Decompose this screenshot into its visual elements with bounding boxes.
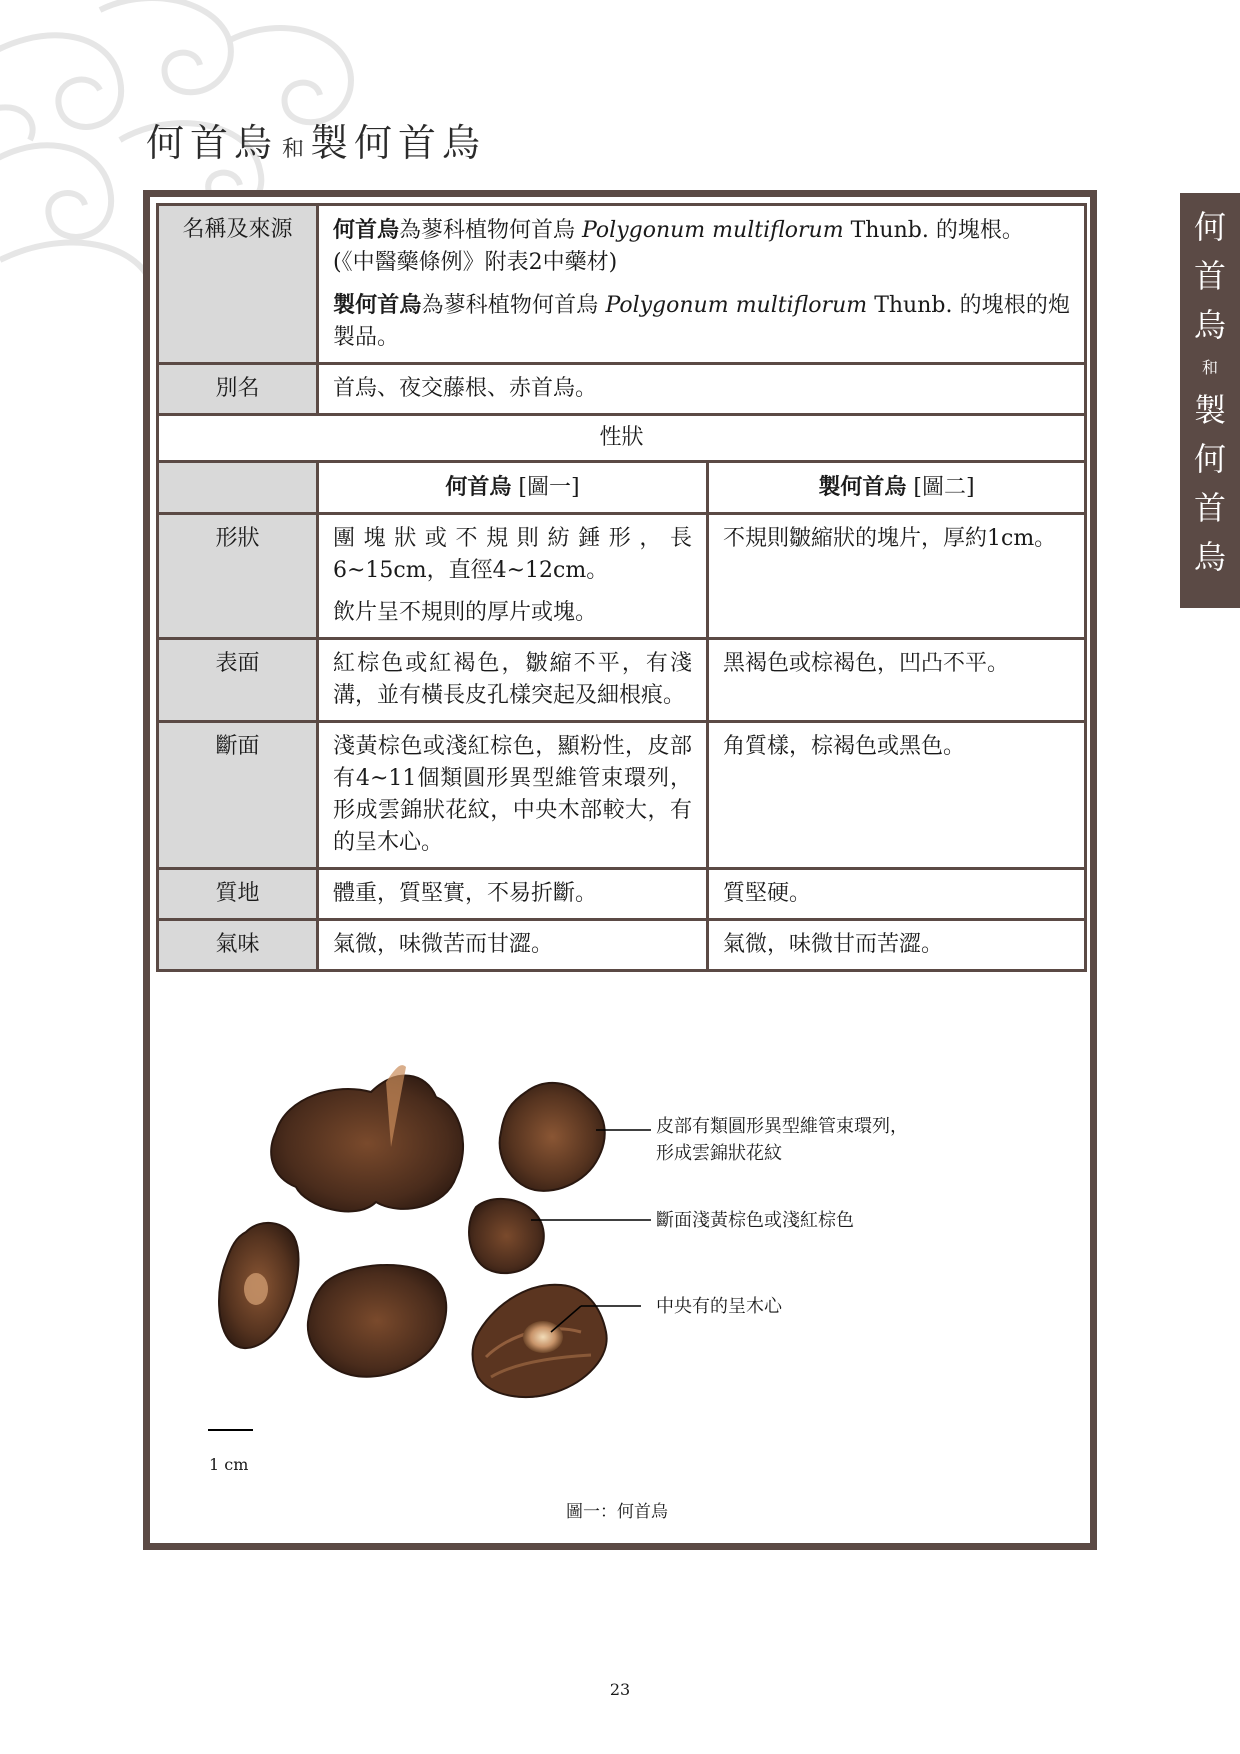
shape-col1-text: 團塊狀或不規則紡錘形，長6~15cm，直徑4~12cm。 [333, 526, 692, 583]
row-surface [158, 639, 1086, 722]
name-source-text: 為蓼科植物何首烏 [421, 293, 606, 318]
shape-col1 [318, 514, 708, 639]
surface-col2: 黑褐色或棕褐色，凹凸不平。 [708, 639, 1086, 722]
side-tab-char: 和 [1201, 358, 1218, 377]
side-tab-char: 烏 [1193, 306, 1226, 344]
surface-col1: 紅棕色或紅褐色，皺縮不平，有淺溝，並有橫長皮孔樣突起及細根痕。 [318, 639, 708, 722]
label-fracture: 斷面 [158, 722, 318, 869]
row-shape [158, 514, 1086, 639]
label-name-source: 名稱及來源 [158, 205, 318, 364]
side-tab-char: 何 [1193, 440, 1226, 478]
row-odour [158, 920, 1086, 971]
row-name-source [158, 205, 1086, 364]
latin-name: Polygonum multiflorum [605, 293, 868, 318]
side-tab [1180, 193, 1240, 608]
label-alias: 別名 [158, 364, 318, 415]
shape-col1-slices: 飲片呈不規則的厚片或塊。 [333, 600, 598, 625]
col2-header [708, 462, 1086, 514]
name-source-note: (《中醫藥條例》附表2中藥材) [333, 250, 618, 275]
fracture-col2: 角質樣，棕褐色或黑色。 [708, 722, 1086, 869]
alias-value: 首烏、夜交藤根、赤首烏。 [318, 364, 1086, 415]
annotation-woody-core: 中央有的呈木心 [656, 1296, 782, 1317]
row-column-headers [158, 462, 1086, 514]
scale-label: 1 cm [209, 1455, 249, 1474]
odour-col2: 氣微，味微甘而苦澀。 [708, 920, 1086, 971]
row-alias [158, 364, 1086, 415]
figure-area [156, 1017, 1084, 1537]
header-empty [158, 462, 318, 514]
name-source-text: Thunb. 的塊根的炮製品。 [333, 293, 1071, 350]
page-number: 23 [609, 1680, 631, 1699]
name-source-herb: 何首烏 [333, 217, 400, 243]
title-part2: 製何首烏 [310, 121, 487, 165]
latin-name: Polygonum multiflorum [582, 218, 844, 243]
col1-name: 何首烏 [445, 474, 512, 500]
figure-caption: 圖一：何首烏 [566, 1502, 668, 1522]
name-source-text: Thunb. 的塊根。 [843, 218, 1024, 243]
monograph-table [156, 203, 1087, 972]
side-tab-char: 首 [1193, 489, 1226, 527]
page-title [146, 112, 486, 167]
side-tab-char: 製 [1193, 391, 1226, 429]
label-shape: 形狀 [158, 514, 318, 639]
shape-col2: 不規則皺縮狀的塊片，厚約1cm。 [708, 514, 1086, 639]
fracture-col1: 淺黃棕色或淺紅棕色，顯粉性，皮部有4~11個類圓形異型維管束環列，形成雲錦狀花紋，中央木部較大，有的呈木心。 [318, 722, 708, 869]
col1-header [318, 462, 708, 514]
odour-col1: 氣微，味微苦而甘澀。 [318, 920, 708, 971]
texture-col2: 質堅硬。 [708, 869, 1086, 920]
row-section-title [158, 415, 1086, 462]
row-texture [158, 869, 1086, 920]
name-source-value [318, 205, 1086, 364]
row-fracture [158, 722, 1086, 869]
col2-ref: [圖二] [913, 475, 975, 500]
annotation-vascular [656, 1113, 908, 1167]
annotation-fracture-colour: 斷面淺黃棕色或淺紅棕色 [656, 1210, 854, 1231]
label-odour: 氣味 [158, 920, 318, 971]
annotation-lines [156, 1017, 1084, 1537]
side-tab-char: 首 [1193, 257, 1226, 295]
label-texture: 質地 [158, 869, 318, 920]
name-source-text: 為蓼科植物何首烏 [399, 218, 583, 243]
texture-col1: 體重，質堅實，不易折斷。 [318, 869, 708, 920]
annotation-vascular-line2: 形成雲錦狀花紋 [656, 1143, 782, 1164]
annotation-vascular-line1: 皮部有類圓形異型維管束環列， [656, 1116, 908, 1137]
title-part1: 何首烏 [146, 121, 279, 165]
side-tab-char: 何 [1193, 208, 1226, 246]
label-surface: 表面 [158, 639, 318, 722]
side-tab-char: 烏 [1193, 538, 1226, 576]
name-source-herb-processed: 製何首烏 [333, 292, 422, 318]
section-title: 性狀 [158, 415, 1086, 462]
monograph-frame [143, 190, 1097, 1550]
col2-name: 製何首烏 [818, 474, 907, 500]
title-connector: 和 [282, 137, 307, 162]
col1-ref: [圖一] [518, 475, 580, 500]
